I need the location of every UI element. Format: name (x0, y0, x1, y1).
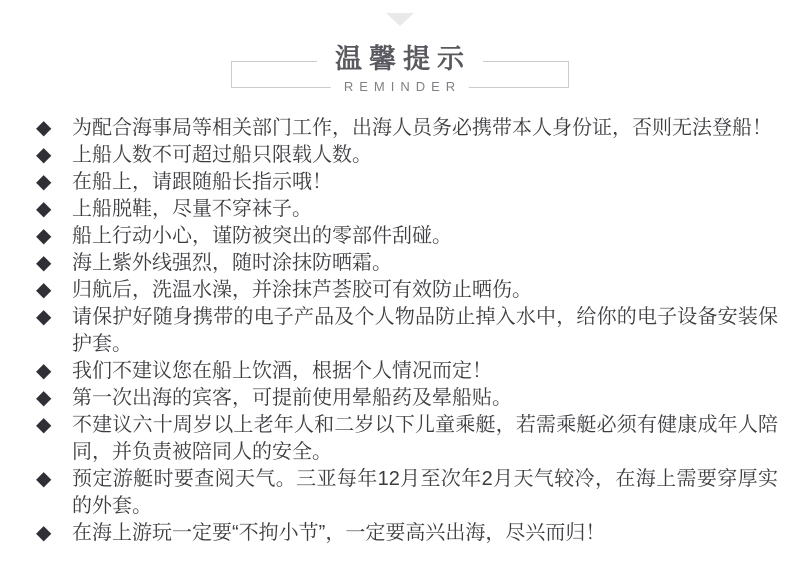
reminder-text: 在海上游玩一定要“不拘小节”，一定要高兴出海，尽兴而归！ (72, 522, 606, 544)
list-item (36, 169, 778, 196)
reminder-text: 上船脱鞋，尽量不穿袜子。 (72, 198, 312, 220)
title-frame (231, 44, 569, 94)
diamond-bullet-icon: ◆ (36, 414, 52, 436)
reminder-text: 归航后，洗温水澡，并涂抹芦荟胶可有效防止晒伤。 (72, 279, 532, 301)
list-item (36, 466, 778, 520)
reminder-text: 船上行动小心，谨防被突出的零部件刮碰。 (72, 225, 452, 247)
list-item (36, 385, 778, 412)
diamond-bullet-icon: ◆ (36, 171, 52, 193)
list-item (36, 142, 778, 169)
reminder-list (36, 115, 778, 547)
list-item (36, 520, 778, 547)
list-item (36, 115, 778, 142)
reminder-text: 请保护好随身携带的电子产品及个人物品防止掉入水中，给你的电子设备安装保护套。 (72, 306, 778, 355)
reminder-text: 我们不建议您在船上饮酒，根据个人情况而定！ (72, 360, 492, 382)
list-item (36, 358, 778, 385)
diamond-bullet-icon: ◆ (36, 198, 52, 220)
list-item (36, 412, 778, 466)
reminder-text: 为配合海事局等相关部门工作，出海人员务必携带本人身份证，否则无法登船！ (72, 117, 772, 139)
diamond-bullet-icon: ◆ (36, 522, 52, 544)
diamond-bullet-icon: ◆ (36, 225, 52, 247)
list-item (36, 277, 778, 304)
reminder-text: 海上紫外线强烈，随时涂抹防晒霜。 (72, 252, 392, 274)
diamond-bullet-icon: ◆ (36, 252, 52, 274)
diamond-bullet-icon: ◆ (36, 279, 52, 301)
diamond-bullet-icon: ◆ (36, 117, 52, 139)
reminder-text: 第一次出海的宾客，可提前使用晕船药及晕船贴。 (72, 387, 512, 409)
diamond-bullet-icon: ◆ (36, 468, 52, 490)
list-item (36, 250, 778, 277)
list-item (36, 196, 778, 223)
diamond-bullet-icon: ◆ (36, 387, 52, 409)
diamond-bullet-icon: ◆ (36, 144, 52, 166)
diamond-bullet-icon: ◆ (36, 360, 52, 382)
list-item (36, 304, 778, 358)
reminder-text: 上船人数不可超过船只限载人数。 (72, 144, 372, 166)
page-subtitle: REMINDER (331, 79, 469, 95)
reminder-text: 预定游艇时要查阅天气。三亚每年12月至次年2月天气较冷，在海上需要穿厚实的外套。 (72, 468, 778, 517)
diamond-bullet-icon: ◆ (36, 306, 52, 328)
down-triangle-icon (386, 13, 414, 26)
reminder-text: 在船上，请跟随船长指示哦！ (72, 171, 332, 193)
list-item (36, 223, 778, 250)
page-title: 温馨提示 (317, 43, 483, 76)
reminder-text: 不建议六十周岁以上老年人和二岁以下儿童乘艇，若需乘艇必须有健康成年人陪同，并负责被陪同人的安全。 (72, 414, 778, 463)
